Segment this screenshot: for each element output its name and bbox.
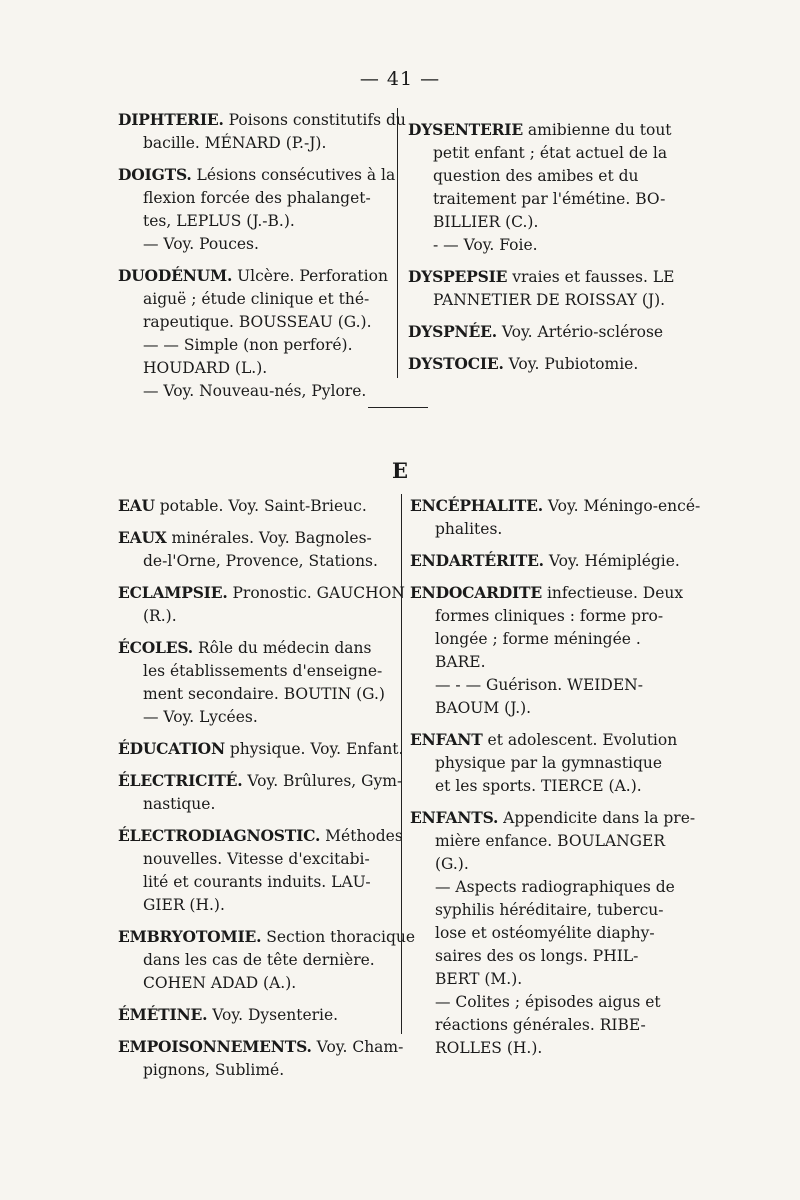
entry-continuation: [118, 1059, 396, 1082]
entry-continuation: [410, 674, 682, 697]
entry-text: Voy. Brûlures, Gym-: [242, 772, 403, 790]
entry-headword: ENCÉPHALITE.: [410, 496, 543, 515]
entry-text: (G.).: [435, 855, 469, 873]
index-entry: [118, 737, 404, 761]
entry-text: — Colites ; épisodes aigus et: [435, 993, 661, 1011]
entry-continuation: [410, 775, 682, 798]
entry-text: dans les cas de tête dernière.: [143, 951, 375, 969]
entry-continuation: [118, 233, 390, 256]
entry-text: petit enfant ; état actuel de la: [433, 144, 668, 162]
entry-text: rapeutique. BOUSSEAU (G.).: [143, 313, 372, 331]
entry-headword: EAU: [118, 496, 155, 515]
entry-text: physique. Voy. Enfant.: [224, 740, 404, 758]
index-entry: [410, 581, 682, 720]
entry-continuation: [410, 518, 682, 541]
entry-text: aiguë ; étude clinique et thé-: [143, 290, 370, 308]
entry-headword: ÉLECTRICITÉ.: [118, 771, 243, 790]
page-number: — 41 —: [359, 68, 441, 90]
entry-continuation: [118, 706, 396, 729]
entry-headword: EMBRYOTOMIE.: [118, 927, 262, 946]
entry-text: - — Voy. Foie.: [433, 236, 538, 254]
entry-continuation: [410, 945, 682, 968]
index-entry: [118, 1035, 404, 1082]
entry-text: (R.).: [143, 607, 177, 625]
entry-text: question des amibes et du: [433, 167, 639, 185]
index-entry: [410, 806, 696, 1060]
entry-continuation: [118, 605, 396, 628]
entry-line: [118, 737, 404, 761]
entry-line: [410, 494, 701, 518]
entry-headword: DYSPEPSIE: [408, 267, 508, 286]
entry-text: Voy. Pubiotomie.: [503, 355, 639, 373]
index-entry: [118, 494, 396, 518]
entry-line: [118, 494, 396, 518]
entry-text: potable. Voy. Saint-Brieuc.: [154, 497, 367, 515]
entry-line: [118, 1035, 404, 1059]
entry-continuation: [118, 311, 390, 334]
entry-text: minérales. Voy. Bagnoles-: [166, 529, 372, 547]
entry-continuation: [410, 922, 682, 945]
entry-text: amibienne du tout: [522, 121, 672, 139]
entry-text: GIER (H.).: [143, 896, 225, 914]
index-entry: [118, 526, 396, 573]
entry-continuation: [410, 628, 682, 651]
entry-continuation: [118, 660, 396, 683]
index-entry: [408, 265, 680, 312]
entry-continuation: [118, 288, 390, 311]
entry-text: Lésions consécutives à la: [191, 166, 396, 184]
entry-text: et adolescent. Evolution: [482, 731, 678, 749]
entry-continuation: [410, 899, 682, 922]
entry-text: Ulcère. Perforation: [232, 267, 388, 285]
index-entry: [410, 549, 682, 573]
entry-headword: DUODÉNUM.: [118, 266, 233, 285]
column-d-left: [118, 108, 406, 411]
entry-continuation: [408, 165, 680, 188]
entry-line: [118, 925, 416, 949]
entry-text: formes cliniques : forme pro-: [435, 607, 664, 625]
entry-line: [118, 1003, 396, 1027]
entry-continuation: [118, 972, 396, 995]
entry-text: nouvelles. Vitesse d'excitabi-: [143, 850, 370, 868]
entry-text: pignons, Sublimé.: [143, 1061, 285, 1079]
index-entry: [118, 636, 396, 729]
entry-text: Section thoracique: [261, 928, 416, 946]
index-entry: [118, 108, 406, 155]
entry-text: ROLLES (H.).: [435, 1039, 543, 1057]
entry-text: Voy. Méningo-encé-: [542, 497, 701, 515]
entry-text: bacille. MÉNARD (P.-J).: [143, 134, 327, 152]
entry-text: infectieuse. Deux: [542, 584, 684, 602]
entry-text: vraies et fausses. LE: [507, 268, 675, 286]
entry-line: [410, 549, 682, 573]
index-entry: [118, 264, 390, 403]
entry-continuation: [410, 1037, 682, 1060]
entry-text: Rôle du médecin dans: [193, 639, 372, 657]
entry-text: et les sports. TIERCE (A.).: [435, 777, 642, 795]
entry-continuation: [410, 752, 682, 775]
entry-line: [410, 806, 696, 830]
entry-headword: ÉMÉTINE.: [118, 1005, 208, 1024]
entry-headword: ENFANTS.: [410, 808, 499, 827]
entry-headword: DYSENTERIE: [408, 120, 523, 139]
entry-line: [118, 824, 403, 848]
index-entry: [408, 352, 680, 376]
entry-line: [408, 352, 680, 376]
entry-text: BERT (M.).: [435, 970, 523, 988]
entry-text: lose et ostéomyélite diaphy-: [435, 924, 655, 942]
entry-text: — Voy. Lycées.: [143, 708, 258, 726]
entry-text: Voy. Artério-sclérose: [496, 323, 664, 341]
index-entry: [118, 163, 396, 256]
index-entry: [118, 1003, 396, 1027]
entry-text: PANNETIER DE ROISSAY (J).: [433, 291, 666, 309]
entry-text: HOUDARD (L.).: [143, 359, 268, 377]
index-entry: [118, 769, 403, 816]
entry-line: [118, 108, 406, 132]
entry-continuation: [410, 991, 682, 1014]
column-divider-top: [397, 108, 398, 378]
entry-continuation: [410, 853, 682, 876]
entry-text: Méthodes: [320, 827, 403, 845]
entry-continuation: [410, 605, 682, 628]
entry-continuation: [408, 211, 680, 234]
entry-text: Pronostic. GAUCHON: [227, 584, 405, 602]
entry-headword: ENDOCARDITE: [410, 583, 543, 602]
entry-text: physique par la gymnastique: [435, 754, 663, 772]
entry-continuation: [408, 289, 680, 312]
entry-continuation: [410, 697, 682, 720]
entry-continuation: [118, 683, 396, 706]
entry-text: traitement par l'émétine. BO-: [433, 190, 666, 208]
entry-line: [118, 526, 396, 550]
entry-headword: EAUX: [118, 528, 167, 547]
entry-text: BILLIER (C.).: [433, 213, 539, 231]
entry-line: [410, 728, 682, 752]
entry-text: Appendicite dans la pre-: [498, 809, 696, 827]
entry-text: Voy. Dysenterie.: [207, 1006, 339, 1024]
entry-headword: DIPHTERIE.: [118, 110, 224, 129]
index-entry: [408, 118, 680, 257]
entry-continuation: [410, 876, 682, 899]
entry-continuation: [410, 968, 682, 991]
entry-text: flexion forcée des phalanget-: [143, 189, 371, 207]
entry-continuation: [118, 334, 390, 357]
section-letter: E: [391, 458, 408, 483]
entry-continuation: [118, 848, 396, 871]
index-entry: [118, 824, 403, 917]
entry-headword: DYSPNÉE.: [408, 322, 497, 341]
entry-continuation: [118, 949, 396, 972]
entry-text: de-l'Orne, Provence, Stations.: [143, 552, 378, 570]
entry-headword: ENDARTÉRITE.: [410, 551, 544, 570]
entry-continuation: [118, 210, 390, 233]
entry-text: Voy. Cham-: [311, 1038, 404, 1056]
entry-text: — Voy. Pouces.: [143, 235, 259, 253]
entry-headword: DYSTOCIE.: [408, 354, 504, 373]
index-entry: [118, 581, 405, 628]
entry-continuation: [118, 187, 390, 210]
entry-line: [118, 636, 396, 660]
entry-text: tes, LEPLUS (J.-B.).: [143, 212, 295, 230]
index-entry: [410, 494, 701, 541]
entry-headword: ÉLECTRODIAGNOSTIC.: [118, 826, 321, 845]
entry-headword: ÉDUCATION: [118, 739, 225, 758]
entry-headword: ÉCOLES.: [118, 638, 194, 657]
column-divider-bottom: [401, 494, 402, 1034]
entry-text: BARE.: [435, 653, 486, 671]
entry-text: les établissements d'enseigne-: [143, 662, 383, 680]
entry-continuation: [408, 142, 680, 165]
entry-headword: EMPOISONNEMENTS.: [118, 1037, 312, 1056]
column-e-right: [410, 494, 701, 1068]
entry-continuation: [118, 132, 390, 155]
entry-continuation: [408, 188, 680, 211]
entry-headword: DOIGTS.: [118, 165, 192, 184]
entry-continuation: [408, 234, 680, 257]
entry-text: lité et courants induits. LAU-: [143, 873, 371, 891]
entry-text: — Aspects radiographiques de: [435, 878, 675, 896]
entry-text: Poisons constitutifs du: [223, 111, 406, 129]
entry-text: mière enfance. BOULANGER: [435, 832, 666, 850]
entry-line: [408, 320, 680, 344]
entry-text: saires des os longs. PHIL-: [435, 947, 639, 965]
entry-text: — Voy. Nouveau-nés, Pylore.: [143, 382, 367, 400]
column-e-left: [118, 494, 416, 1090]
entry-continuation: [118, 380, 390, 403]
entry-line: [118, 163, 396, 187]
entry-text: COHEN ADAD (A.).: [143, 974, 297, 992]
entry-text: ment secondaire. BOUTIN (G.): [143, 685, 385, 703]
entry-text: — - — Guérison. WEIDEN-: [435, 676, 643, 694]
entry-text: BAOUM (J.).: [435, 699, 532, 717]
entry-line: [408, 265, 680, 289]
entry-continuation: [410, 651, 682, 674]
column-d-right: [408, 118, 680, 384]
entry-continuation: [118, 357, 390, 380]
entry-continuation: [118, 793, 396, 816]
index-entry: [118, 925, 416, 995]
index-entry: [408, 320, 680, 344]
entry-line: [408, 118, 680, 142]
entry-text: longée ; forme méningée .: [435, 630, 641, 648]
entry-text: — — Simple (non perforé).: [143, 336, 353, 354]
entry-line: [118, 769, 403, 793]
entry-continuation: [118, 550, 396, 573]
entry-line: [118, 264, 390, 288]
entry-continuation: [118, 894, 396, 917]
entry-text: syphilis héréditaire, tubercu-: [435, 901, 664, 919]
entry-text: Voy. Hémiplégie.: [543, 552, 680, 570]
entry-continuation: [118, 871, 396, 894]
entry-line: [118, 581, 405, 605]
entry-text: phalites.: [435, 520, 503, 538]
entry-continuation: [410, 830, 682, 853]
entry-headword: ECLAMPSIE.: [118, 583, 228, 602]
entry-text: réactions générales. RIBE-: [435, 1016, 646, 1034]
entry-text: nastique.: [143, 795, 216, 813]
entry-continuation: [410, 1014, 682, 1037]
entry-line: [410, 581, 682, 605]
entry-headword: ENFANT: [410, 730, 483, 749]
index-entry: [410, 728, 682, 798]
